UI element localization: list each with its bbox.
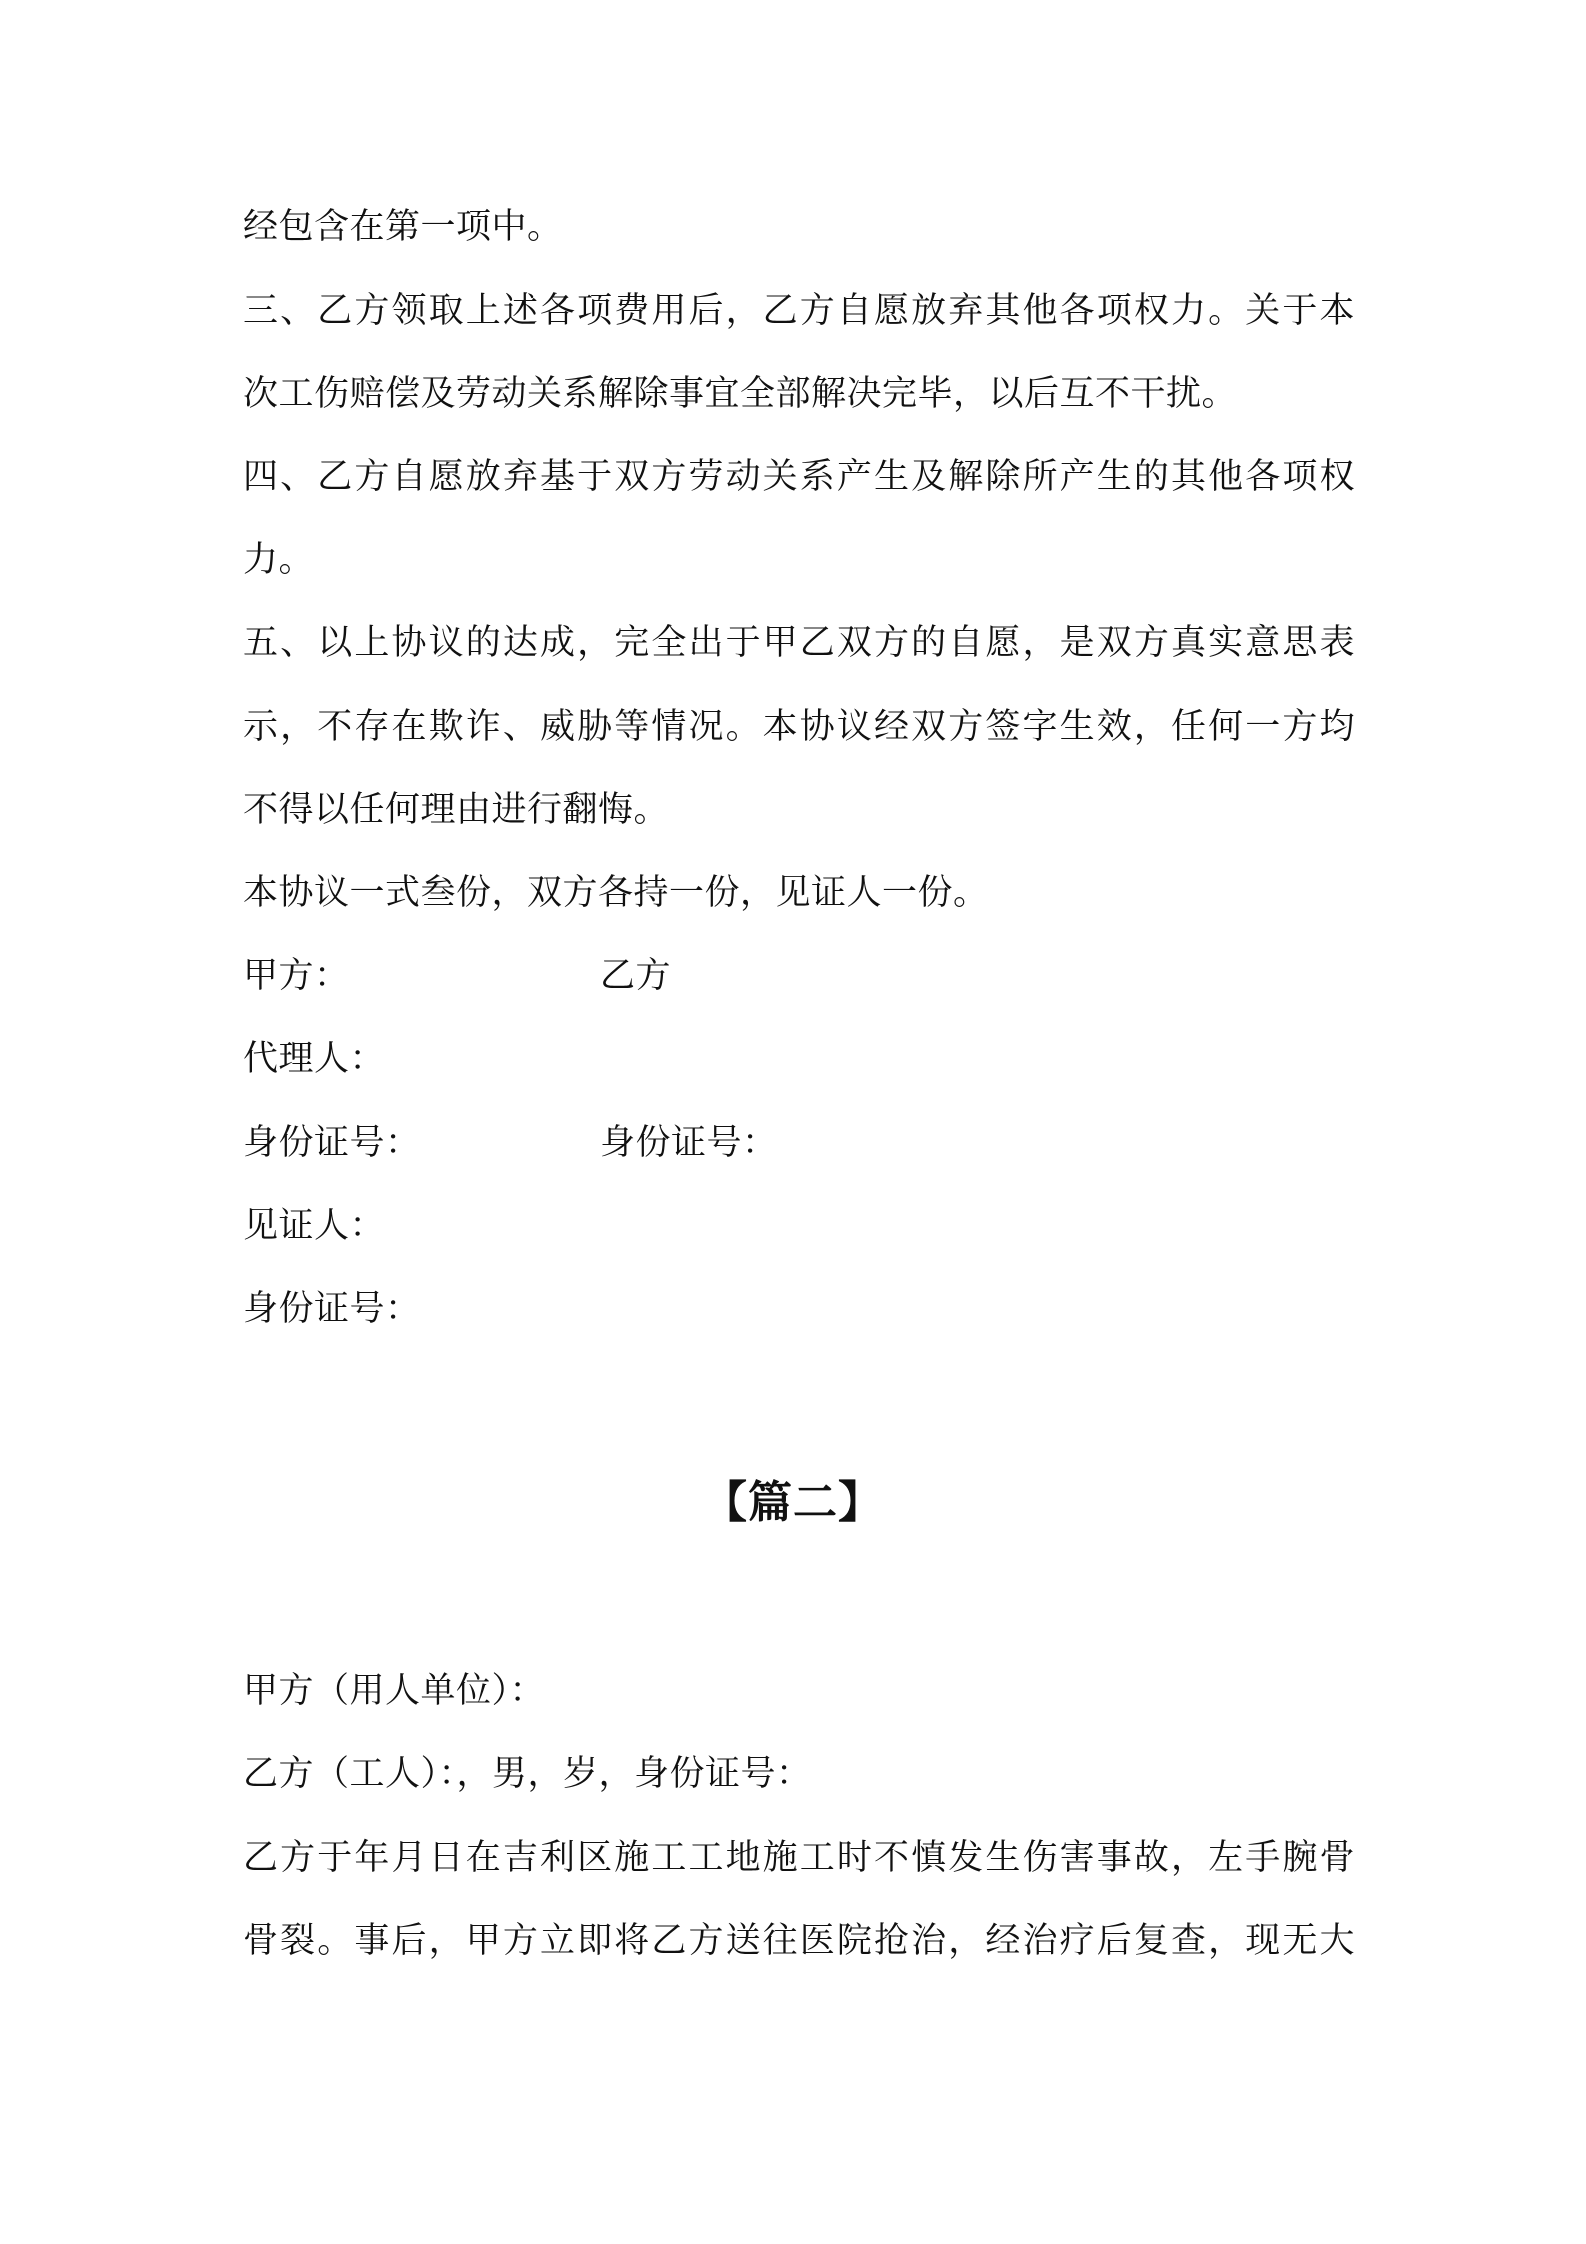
clause-4-line-2: 力。 bbox=[243, 540, 315, 580]
clause-4-line-1: 四、乙方自愿放弃基于双方劳动关系产生及解除所产生的其他各项权 bbox=[243, 457, 1355, 497]
signature-id-a-label: 身份证号： bbox=[243, 1123, 421, 1163]
signature-witness-id-label: 身份证号： bbox=[243, 1289, 421, 1329]
clause-3-line-2: 次工伤赔偿及劳动关系解除事宜全部解决完毕，以后互不干扰。 bbox=[243, 374, 1238, 414]
signature-witness-label: 见证人： bbox=[243, 1206, 386, 1246]
signature-party-b-label: 乙方 bbox=[600, 956, 672, 996]
signature-party-a-label: 甲方： bbox=[243, 956, 350, 996]
section-2-paragraph-line-1: 乙方于年月日在吉利区施工工地施工时不慎发生伤害事故，左手腕骨 bbox=[243, 1838, 1355, 1878]
clause-5-line-2: 示，不存在欺诈、威胁等情况。本协议经双方签字生效，任何一方均 bbox=[243, 707, 1355, 747]
signature-id-b-label: 身份证号： bbox=[600, 1123, 778, 1163]
section-2-party-a: 甲方（用人单位）： bbox=[243, 1671, 546, 1711]
clause-3-line-1: 三、乙方领取上述各项费用后，乙方自愿放弃其他各项权力。关于本 bbox=[243, 291, 1355, 331]
copies-statement: 本协议一式叁份，双方各持一份，见证人一份。 bbox=[243, 873, 989, 913]
signature-agent-label: 代理人： bbox=[243, 1039, 386, 1079]
section-2-heading: 【篇二】 bbox=[703, 1477, 883, 1528]
clause-5-line-1: 五、以上协议的达成，完全出于甲乙双方的自愿，是双方真实意思表 bbox=[243, 623, 1355, 663]
paragraph-1-line-1: 经包含在第一项中。 bbox=[243, 207, 563, 247]
clause-5-line-3: 不得以任何理由进行翻悔。 bbox=[243, 790, 670, 830]
section-2-party-b: 乙方（工人）：，男，岁，身份证号： bbox=[243, 1754, 812, 1794]
section-2-paragraph-line-2: 骨裂。事后，甲方立即将乙方送往医院抢治，经治疗后复查，现无大 bbox=[243, 1921, 1355, 1961]
